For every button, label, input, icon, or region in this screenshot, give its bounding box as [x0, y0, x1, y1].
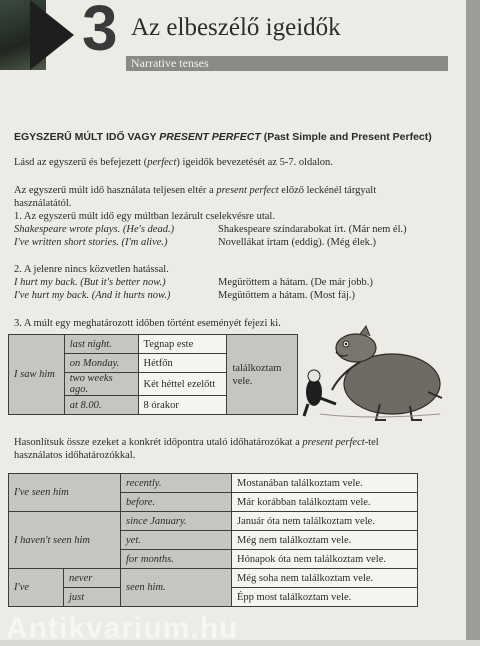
- compare-line2: használatos időhatározókkal.: [14, 450, 136, 461]
- table-cell-time-hu: Hétfőn: [138, 354, 227, 373]
- table-cell-adverb: for months.: [121, 550, 232, 569]
- table-cell-subject: I've seen him: [9, 474, 121, 512]
- table-cell-time-en: at 8.00.: [64, 396, 138, 415]
- rule2-title: 2. A jelenre nincs közvetlen hatással.: [14, 264, 169, 275]
- table-cell-adverb: just: [64, 588, 121, 607]
- bear-cartoon-illustration: [300, 322, 446, 426]
- chapter-title: Az elbeszélő igeidők: [131, 14, 341, 41]
- table-cell-adverb: since January.: [121, 512, 232, 531]
- compare-line1: Hasonlítsuk össze ezeket a konkrét időpontra utaló időhatározókat a present perfect-tel: [14, 437, 379, 448]
- table-cell-time-hu: Tegnap este: [138, 335, 227, 354]
- table-cell-verb: seen him.: [121, 569, 232, 607]
- table-cell-translation: Már korábban találkoztam vele.: [232, 493, 418, 512]
- past-time-table: [8, 334, 298, 415]
- table-cell-translation: Még nem találkoztam vele.: [232, 531, 418, 550]
- watermark-text: Antikvarium.hu: [6, 612, 239, 645]
- table-row: [9, 474, 418, 493]
- para2-line1: Az egyszerű múlt idő használata teljesen eltér a present perfect előző leckénél tárgyalt: [14, 185, 377, 196]
- table-cell-subject: I saw him: [9, 335, 65, 415]
- table-cell-time-en: two weeks ago.: [64, 373, 138, 396]
- chapter-arrow-icon: [30, 0, 74, 70]
- table-cell-translation: Épp most találkoztam vele.: [232, 588, 418, 607]
- rule2-example-hu: Megüröttem a hátam. (De már jobb.): [218, 277, 373, 288]
- table-cell-time-hu: 8 órakor: [138, 396, 227, 415]
- rule2-example-en: I've hurt my back. (And it hurts now.): [14, 290, 171, 301]
- table-cell-time-en: last night.: [64, 335, 138, 354]
- table-cell-verb: találkoztam vele.: [227, 335, 298, 415]
- present-perfect-table: [8, 473, 418, 607]
- table-cell-adverb: recently.: [121, 474, 232, 493]
- rule1-example-en: I've written short stories. (I'm alive.): [14, 237, 168, 248]
- table-row: [9, 569, 418, 588]
- page-edge: [466, 0, 480, 640]
- rule1-example-hu: Shakespeare színdarabokat írt. (Már nem él.): [218, 224, 407, 235]
- rule1-example-hu: Novellákat írtam (eddig). (Még élek.): [218, 237, 377, 248]
- table-cell-subject: I've: [9, 569, 64, 607]
- rule3-title: 3. A múlt egy meghatározott időben történt eseményét fejezi ki.: [14, 318, 281, 329]
- table-cell-translation: Még soha nem találkoztam vele.: [232, 569, 418, 588]
- table-cell-translation: Mostanában találkoztam vele.: [232, 474, 418, 493]
- chapter-number: 3: [82, 0, 118, 64]
- table-cell-time-en: on Monday.: [64, 354, 138, 373]
- rule1-example-en: Shakespeare wrote plays. (He's dead.): [14, 224, 175, 235]
- table-cell-translation: Január óta nem találkoztam vele.: [232, 512, 418, 531]
- table-cell-adverb: before.: [121, 493, 232, 512]
- table-cell-translation: Hónapok óta nem találkoztam vele.: [232, 550, 418, 569]
- table-cell-adverb: never: [64, 569, 121, 588]
- para2-line2: használatától.: [14, 198, 72, 209]
- table-row: [9, 512, 418, 531]
- table-cell-time-hu: Két héttel ezelőtt: [138, 373, 227, 396]
- rule1-title: 1. Az egyszerű múlt idő egy múltban lezárult cselekvésre utal.: [14, 211, 275, 222]
- rule2-example-en: I hurt my back. (But it's better now.): [14, 277, 166, 288]
- intro-text: Lásd az egyszerű és befejezett (perfect) igeidők bevezetését az 5-7. oldalon.: [14, 157, 333, 168]
- chapter-subtitle: Narrative tenses: [126, 56, 448, 71]
- table-cell-adverb: yet.: [121, 531, 232, 550]
- table-row: [9, 335, 298, 354]
- rule2-example-hu: Megütöttem a hátam. (Most fáj.): [218, 290, 356, 301]
- table-cell-subject: I haven't seen him: [9, 512, 121, 569]
- section-heading: EGYSZERŰ MÚLT IDŐ VAGY PRESENT PERFECT (Past Simple and Present Perfect): [14, 131, 432, 143]
